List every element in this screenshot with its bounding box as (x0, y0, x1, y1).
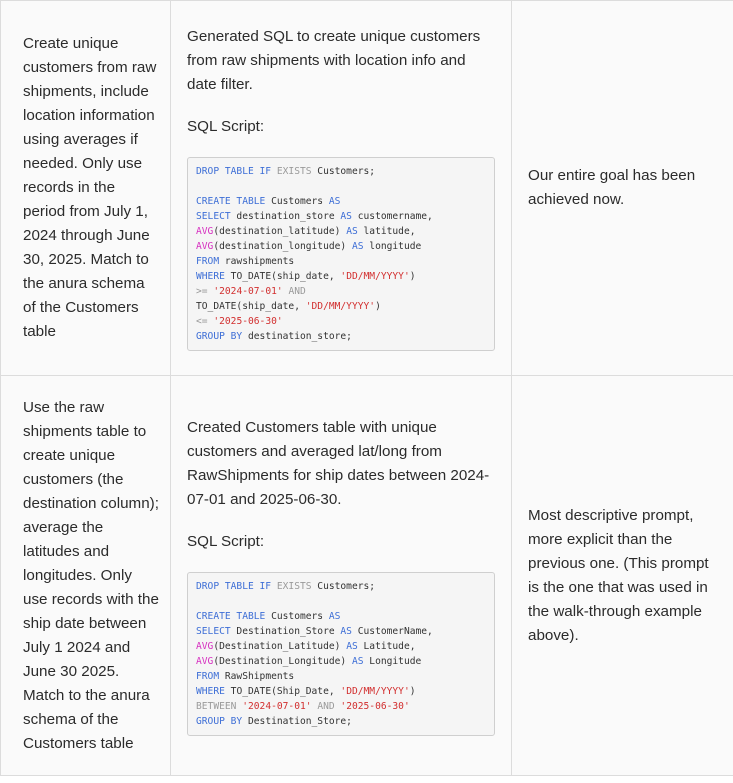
code-token: Destination_Store (230, 625, 341, 637)
code-token: '2025-06-30' (340, 700, 410, 712)
code-line (196, 699, 486, 714)
code-token: SELECT (196, 625, 231, 637)
code-token: Longitude (363, 655, 422, 667)
code-token: 'DD/MM/YYYY' (305, 301, 376, 312)
code-token: rawshipments (219, 256, 295, 267)
code-token: Destination_Store; (242, 715, 352, 727)
code-token: (Destination_Longitude) (213, 655, 352, 667)
code-token: AND (317, 700, 335, 712)
code-token: Customers; (311, 166, 376, 177)
code-line (196, 684, 486, 699)
code-token: CREATE TABLE (196, 196, 266, 207)
code-token: ) (409, 685, 416, 697)
code-token: >= (196, 286, 208, 297)
code-line (196, 639, 486, 654)
code-token: DROP TABLE IF (196, 580, 272, 592)
code-token: FROM (196, 670, 220, 682)
code-token: AS (328, 196, 341, 207)
response-text: Generated SQL to create unique customers from raw shipments with location info and date filter. (187, 28, 481, 93)
code-token: <= (196, 316, 208, 327)
code-token: AS (351, 655, 364, 667)
code-line (196, 254, 486, 269)
sql-code-block (187, 157, 495, 351)
code-token: GROUP BY (196, 715, 243, 727)
comment-cell: Most descriptive prompt, more explicit than the previous one. (This prompt is the one that was used in the walk-through example above). (512, 376, 733, 776)
code-token: (destination_longitude) (213, 241, 352, 252)
sql-script-label: SQL Script: (187, 118, 265, 135)
code-token: CustomerName, (351, 625, 433, 637)
code-line (196, 654, 486, 669)
code-line (196, 624, 486, 639)
code-token: GROUP BY (196, 331, 243, 342)
code-token: Customers; (311, 580, 376, 592)
code-line (196, 299, 486, 314)
code-token: TO_DATE(Ship_Date, (224, 685, 341, 697)
result-cell (171, 1, 512, 376)
code-token: AS (346, 226, 358, 237)
sql-script-label: SQL Script: (187, 532, 265, 550)
table-row (1, 376, 733, 776)
code-token: destination_store; (242, 331, 352, 342)
code-token: ) (375, 301, 381, 312)
code-token: DROP TABLE IF (196, 166, 272, 177)
code-line (196, 224, 486, 239)
code-token: AS (340, 211, 352, 222)
code-token: AVG (196, 226, 214, 237)
code-line (196, 209, 486, 224)
code-token: AS (346, 640, 358, 652)
code-token: (Destination_Latitude) (213, 640, 347, 652)
code-token: (destination_latitude) (213, 226, 347, 237)
code-token: BETWEEN (196, 700, 237, 712)
code-token: TO_DATE(ship_date, (224, 271, 341, 282)
code-token: '2025-06-30' (213, 316, 283, 327)
code-token: 'DD/MM/YYYY' (340, 685, 410, 697)
code-token: WHERE (196, 271, 225, 282)
code-token: Customers (265, 610, 329, 622)
code-token: Latitude, (357, 640, 416, 652)
code-token: TO_DATE(ship_date, (196, 301, 306, 312)
code-line (196, 164, 486, 179)
table-row (1, 1, 733, 376)
code-line (196, 269, 486, 284)
code-token: CREATE TABLE (196, 610, 266, 622)
code-token: RawShipments (219, 670, 295, 682)
comment-cell: Our entire goal has been achieved now. (512, 1, 733, 376)
code-line (196, 239, 486, 254)
code-token: SELECT (196, 211, 231, 222)
code-line (196, 594, 486, 609)
code-token: 'DD/MM/YYYY' (340, 271, 410, 282)
code-token: '2024-07-01' (242, 700, 312, 712)
code-token: destination_store (230, 211, 341, 222)
code-token: WHERE (196, 685, 225, 697)
code-line (196, 329, 486, 344)
code-token: latitude, (357, 226, 416, 237)
sql-code-block (187, 572, 495, 736)
code-line (196, 669, 486, 684)
code-line (196, 314, 486, 329)
code-token: AS (340, 625, 352, 637)
code-token: EXISTS (276, 580, 312, 592)
code-token: AVG (196, 640, 214, 652)
code-token: AVG (196, 655, 214, 667)
code-token: AVG (196, 241, 214, 252)
prompt-cell: Use the raw shipments table to create unique customers (the destination column); average the latitudes and longitudes. Only use records with the ship date between July 1 2024 and June 30 2025. Match to the anura schema of the Customers table (1, 376, 171, 776)
code-line (196, 714, 486, 729)
code-token: longitude (363, 241, 422, 252)
prompt-cell: Create unique customers from raw shipments, include location information using averages if needed. Only use records in the period from July 1, 2024 through June 30, 2025. Match to the anura schema of the Customers table (1, 1, 171, 376)
code-token: FROM (196, 256, 220, 267)
code-line (196, 194, 486, 209)
code-token: EXISTS (276, 166, 312, 177)
code-token: AS (351, 241, 364, 252)
response-text: Created Customers table with unique customers and averaged lat/long from RawShipments for ship dates between 2024-07-01 and 2025-06-30. (187, 418, 490, 508)
code-token: customername, (351, 211, 433, 222)
code-line (196, 609, 486, 624)
code-line (196, 284, 486, 299)
code-token: ) (409, 271, 416, 282)
code-line (196, 179, 486, 194)
result-cell (171, 376, 512, 776)
code-token: Customers (265, 196, 329, 207)
code-line (196, 579, 486, 594)
code-token: '2024-07-01' (213, 286, 283, 297)
code-token: AND (288, 286, 306, 297)
code-token: AS (328, 610, 341, 622)
